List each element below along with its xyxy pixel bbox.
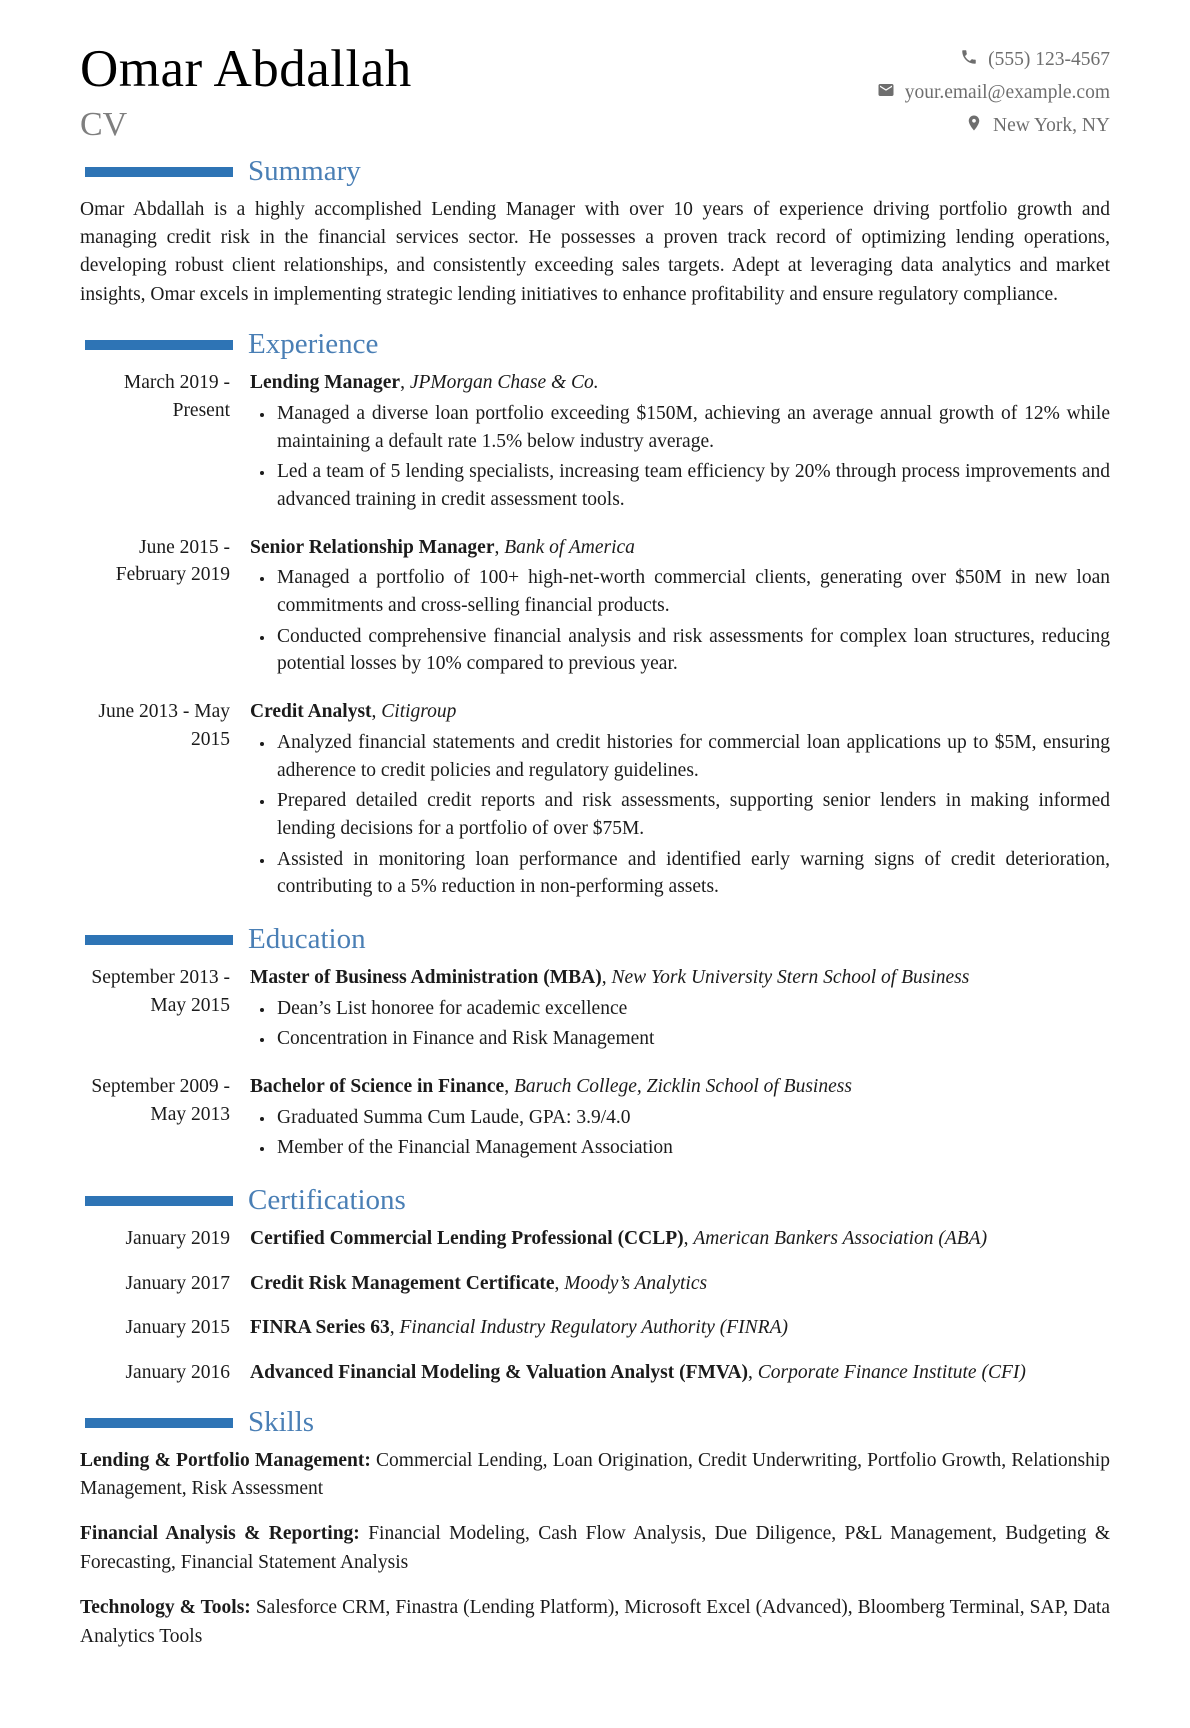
education-entry: [80, 964, 1110, 1056]
bullet-item: • Prepared detailed credit reports and risk assessments, supporting senior lenders in making informed lending decisions for a portfolio of over $75M.: [275, 787, 1110, 842]
bullet-list: [250, 1104, 1110, 1162]
certification-title: Advanced Financial Modeling & Valuation Analyst (FMVA): [250, 1361, 749, 1383]
entry-body: [250, 1225, 1110, 1253]
separator: ,: [683, 1227, 694, 1249]
section-accent-bar: [85, 935, 233, 945]
entry-body: [250, 1359, 1110, 1387]
entry-headline: [250, 698, 1110, 726]
bullet-item: • Member of the Financial Management Association: [275, 1134, 1110, 1162]
email-address: your.email@example.com: [904, 82, 1110, 103]
certification-entry: [80, 1359, 1110, 1387]
issuer: Corporate Finance Institute (CFI): [757, 1361, 1026, 1383]
skill-category-label: Lending & Portfolio Management:: [80, 1449, 371, 1471]
certification-entry: [80, 1225, 1110, 1253]
entry-headline: [250, 534, 1110, 562]
entry-headline: [250, 1073, 1110, 1101]
entry-headline: [250, 1270, 1110, 1298]
experience-entry: [80, 369, 1110, 516]
separator: ,: [400, 372, 410, 394]
skill-items: Financial Modeling, Cash Flow Analysis, Due Diligence, P&L Management, Budgeting & Forecasting, Financial Statement Analysis: [80, 1523, 1111, 1573]
organization: Citigroup: [381, 701, 457, 723]
institution: New York University Stern School of Business: [611, 966, 970, 988]
section-accent-bar: [85, 1196, 233, 1206]
skills-section-heading: [80, 1407, 1110, 1439]
header: [80, 42, 1110, 142]
skill-group: [80, 1447, 1110, 1504]
separator: ,: [601, 966, 612, 988]
entry-dates: June 2013 - May 2015: [98, 701, 230, 750]
contact-block: [877, 48, 1110, 138]
experience-entry: [80, 698, 1110, 904]
entry-dates: January 2015: [125, 1317, 230, 1339]
entry-headline: [250, 1359, 1110, 1387]
phone-number: (555) 123-4567: [988, 49, 1110, 70]
bullet-list: [250, 564, 1110, 678]
section-accent-bar: [85, 167, 233, 177]
location-text: New York, NY: [992, 115, 1110, 136]
institution: Baruch College, Zicklin School of Business: [513, 1075, 852, 1097]
certification-entry: [80, 1270, 1110, 1298]
education-entry: [80, 1073, 1110, 1165]
entry-headline: [250, 1225, 1110, 1253]
organization: JPMorgan Chase & Co.: [409, 372, 599, 394]
entry-dates: March 2019 - Present: [123, 372, 230, 421]
skill-items: Salesforce CRM, Finastra (Lending Platform), Microsoft Excel (Advanced), Bloomberg Terminal, SAP, Data Analytics Tools: [80, 1597, 1110, 1647]
bullet-item: • Assisted in monitoring loan performance and identified early warning signs of credit deterioration, contributing to a 5% reduction in non-performing assets.: [275, 846, 1110, 901]
skill-category-label: Technology & Tools:: [80, 1597, 251, 1619]
entry-body: [250, 1314, 1110, 1342]
job-title: Senior Relationship Manager: [250, 536, 495, 558]
email-icon: [877, 81, 895, 105]
entry-dates: January 2017: [125, 1272, 230, 1294]
entry-headline: [250, 369, 1110, 397]
entry-body: [250, 698, 1110, 904]
entry-dates: June 2015 - February 2019: [115, 536, 230, 586]
document-subtitle: CV: [80, 105, 128, 143]
section-accent-bar: [85, 1418, 233, 1428]
bullet-item: • Analyzed financial statements and credit histories for commercial loan applications up to $5M, ensuring adherence to credit policies and regulatory guidelines.: [275, 729, 1110, 784]
bullet-item: • Graduated Summa Cum Laude, GPA: 3.9/4.0: [275, 1104, 1110, 1132]
section-accent-bar: [85, 340, 233, 350]
entry-headline: [250, 964, 1110, 992]
degree-title: Master of Business Administration (MBA): [250, 966, 602, 988]
degree-title: Bachelor of Science in Finance: [250, 1075, 505, 1097]
separator: ,: [494, 536, 505, 558]
experience-section-title: Experience: [248, 328, 379, 361]
bullet-list: [250, 729, 1110, 901]
bullet-item: • Conducted comprehensive financial analysis and risk assessments for complex loan structures, reducing potential losses by 10% compared to previous year.: [275, 623, 1110, 678]
bullet-list: [250, 995, 1110, 1053]
phone-icon: [960, 48, 978, 72]
entry-body: [250, 534, 1110, 681]
summary-section-heading: [80, 156, 1110, 188]
bullet-item: • Managed a portfolio of 100+ high-net-worth commercial clients, generating over $50M in new loan commitments and cross-selling financial products.: [275, 564, 1110, 619]
education-section-heading: [80, 924, 1110, 956]
skill-group: [80, 1594, 1110, 1651]
certification-entry: [80, 1314, 1110, 1342]
organization: Bank of America: [504, 536, 635, 558]
experience-section-heading: [80, 329, 1110, 361]
certification-title: Credit Risk Management Certificate: [250, 1272, 555, 1294]
education-section-title: Education: [248, 922, 366, 955]
entry-body: [250, 1073, 1110, 1165]
separator: ,: [371, 701, 382, 723]
header-identity: [80, 42, 412, 142]
contact-phone-row: [877, 48, 1110, 72]
entry-headline: [250, 1314, 1110, 1342]
separator: ,: [389, 1317, 400, 1339]
job-title: Credit Analyst: [250, 701, 372, 723]
skills-section-title: Skills: [248, 1405, 315, 1438]
bullet-list: [250, 400, 1110, 514]
bullet-item: • Led a team of 5 lending specialists, increasing team efficiency by 20% through process improvements and advanced training in credit assessment tools.: [275, 458, 1110, 513]
separator: ,: [504, 1075, 514, 1097]
entry-dates: January 2019: [125, 1227, 230, 1249]
skill-items: Commercial Lending, Loan Origination, Credit Underwriting, Portfolio Growth, Relationship Management, Risk Assessment: [80, 1449, 1110, 1499]
skill-category-label: Financial Analysis & Reporting:: [80, 1523, 360, 1545]
issuer: American Bankers Association (ABA): [693, 1227, 988, 1249]
person-name: Omar Abdallah: [80, 40, 412, 98]
entry-dates: September 2009 - May 2013: [91, 1075, 230, 1125]
bullet-item: • Dean’s List honoree for academic excellence: [275, 995, 1110, 1023]
issuer: Financial Industry Regulatory Authority (FINRA): [399, 1317, 788, 1339]
entry-body: [250, 369, 1110, 516]
location-pin-icon: [965, 114, 983, 138]
certifications-section-title: Certifications: [248, 1184, 406, 1216]
entry-body: [250, 1270, 1110, 1298]
summary-text: Omar Abdallah is a highly accomplished Lending Manager with over 10 years of experience driving portfolio growth and managing credit risk in the financial services sector. He possesses a proven track record of optimizing lending operations, developing robust client relationships, and consistently exceeding sales targets. Adept at leveraging data analytics and market insights, Omar excels in implementing strategic lending initiatives to enhance profitability and ensure regulatory compliance.: [80, 198, 1110, 305]
contact-location-row: [877, 114, 1110, 138]
entry-dates: September 2013 - May 2015: [91, 966, 230, 1016]
certifications-section-heading: [80, 1185, 1110, 1217]
skill-group: [80, 1520, 1110, 1577]
certification-title: FINRA Series 63: [250, 1317, 390, 1339]
summary-section-title: Summary: [248, 154, 361, 187]
bullet-item: • Managed a diverse loan portfolio exceeding $150M, achieving an average annual growth of 12% while maintaining a default rate 1.5% below industry average.: [275, 400, 1110, 455]
experience-entry: [80, 534, 1110, 681]
certification-title: Certified Commercial Lending Professional (CCLP): [250, 1227, 684, 1249]
entry-dates: January 2016: [125, 1361, 230, 1383]
entry-body: [250, 964, 1110, 1056]
separator: ,: [748, 1361, 758, 1383]
bullet-item: • Concentration in Finance and Risk Management: [275, 1025, 1110, 1053]
job-title: Lending Manager: [250, 372, 401, 394]
separator: ,: [554, 1272, 565, 1294]
contact-email-row: [877, 81, 1110, 105]
issuer: Moody’s Analytics: [564, 1272, 708, 1294]
